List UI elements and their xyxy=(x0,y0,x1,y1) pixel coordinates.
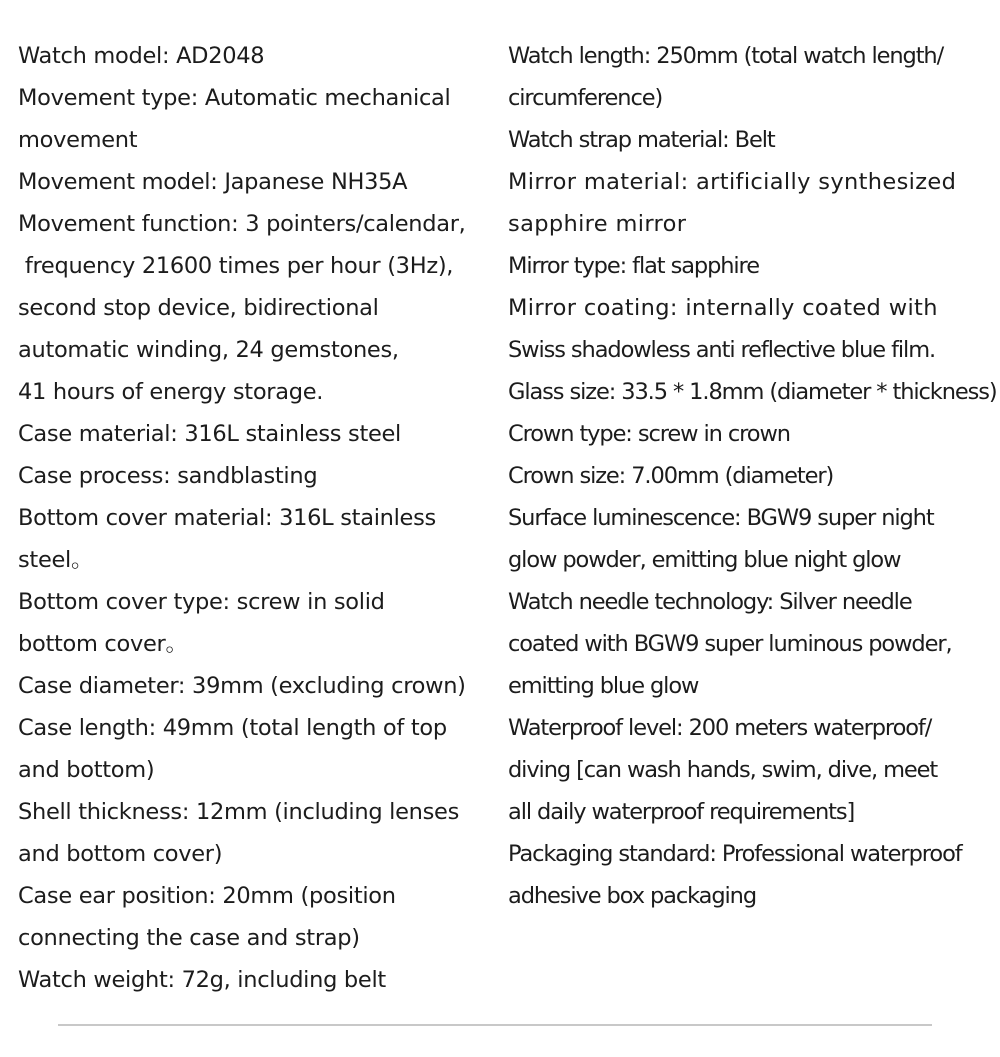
spec-line: Crown type: screw in crown xyxy=(508,421,790,447)
spec-line: bottom cover。 xyxy=(18,631,188,657)
spec-line: Mirror coating: internally coated with xyxy=(508,295,938,321)
spec-line: Shell thickness: 12mm (including lenses xyxy=(18,799,460,825)
spec-line: Movement model: Japanese NH35A xyxy=(18,169,408,195)
spec-line: and bottom) xyxy=(18,757,155,783)
spec-line: emitting blue glow xyxy=(508,673,699,699)
left-spec-column xyxy=(18,35,496,1001)
spec-line: Case ear position: 20mm (position xyxy=(18,883,396,909)
spec-line: Watch weight: 72g, including belt xyxy=(18,967,386,993)
spec-line: sapphire mirror xyxy=(508,211,687,237)
spec-line: Mirror material: artificially synthesized xyxy=(508,169,957,195)
right-spec-column xyxy=(508,35,997,917)
spec-line: Movement function: 3 pointers/calendar, xyxy=(18,211,466,237)
spec-line: Swiss shadowless anti reflective blue film. xyxy=(508,337,936,363)
spec-line: 41 hours of energy storage. xyxy=(18,379,324,405)
spec-line: Surface luminescence: BGW9 super night xyxy=(508,505,934,531)
spec-line: Movement type: Automatic mechanical xyxy=(18,85,451,111)
spec-line: Bottom cover type: screw in solid xyxy=(18,589,385,615)
spec-line: second stop device, bidirectional xyxy=(18,295,379,321)
bottom-divider xyxy=(58,1024,932,1026)
spec-line: Watch model: AD2048 xyxy=(18,43,265,69)
spec-line: Packaging standard: Professional waterproof xyxy=(508,841,962,867)
spec-line: Watch needle technology: Silver needle xyxy=(508,589,912,615)
spec-line: all daily waterproof requirements] xyxy=(508,799,855,825)
spec-line: Crown size: 7.00mm (diameter) xyxy=(508,463,834,489)
spec-line: glow powder, emitting blue night glow xyxy=(508,547,901,573)
spec-line: Case diameter: 39mm (excluding crown) xyxy=(18,673,466,699)
spec-line: automatic winding, 24 gemstones, xyxy=(18,337,399,363)
spec-line: and bottom cover) xyxy=(18,841,223,867)
spec-line: Case process: sandblasting xyxy=(18,463,318,489)
spec-line: Case material: 316L stainless steel xyxy=(18,421,402,447)
spec-line: movement xyxy=(18,127,138,153)
spec-line: Glass size: 33.5 * 1.8mm (diameter * thickness) xyxy=(508,379,997,405)
spec-line: coated with BGW9 super luminous powder, xyxy=(508,631,952,657)
spec-line: Watch length: 250mm (total watch length/ xyxy=(508,43,944,69)
spec-line: frequency 21600 times per hour (3Hz), xyxy=(18,253,454,279)
spec-line: circumference) xyxy=(508,85,663,111)
spec-line: Bottom cover material: 316L stainless xyxy=(18,505,436,531)
spec-line: Case length: 49mm (total length of top xyxy=(18,715,447,741)
spec-line: connecting the case and strap) xyxy=(18,925,360,951)
spec-line: adhesive box packaging xyxy=(508,883,757,909)
spec-line: Waterproof level: 200 meters waterproof/ xyxy=(508,715,932,741)
spec-line: Mirror type: flat sapphire xyxy=(508,253,759,279)
spec-line: steel。 xyxy=(18,547,94,573)
spec-line: Watch strap material: Belt xyxy=(508,127,775,153)
spec-line: diving [can wash hands, swim, dive, meet xyxy=(508,757,938,783)
